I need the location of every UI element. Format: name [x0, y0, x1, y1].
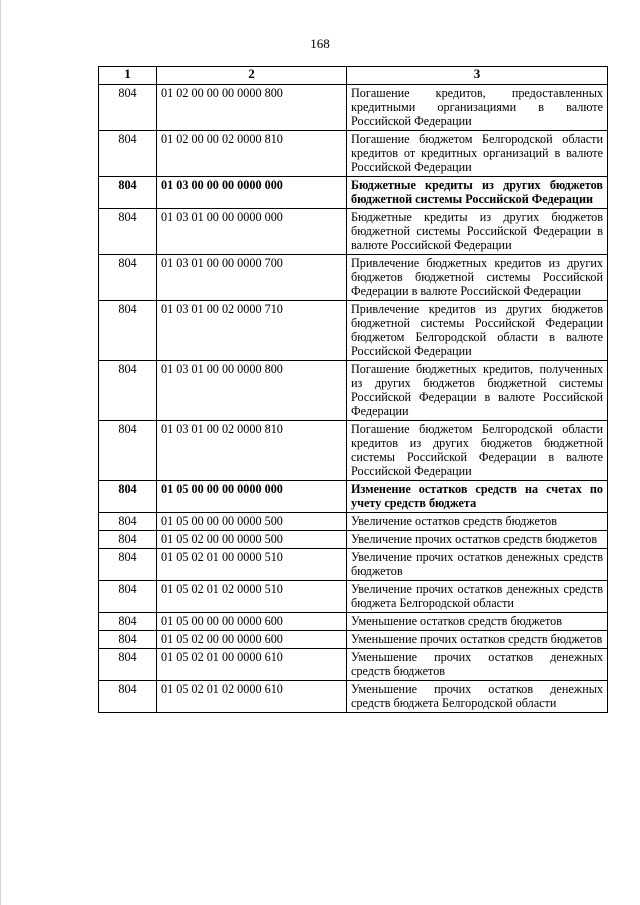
admin-code-cell: 804: [99, 361, 157, 421]
admin-code-cell: 804: [99, 85, 157, 131]
admin-code-cell: 804: [99, 631, 157, 649]
description-cell: Увеличение остатков средств бюджетов: [347, 513, 608, 531]
budget-code-cell: 01 03 01 00 02 0000 810: [157, 421, 347, 481]
budget-code-cell: 01 05 02 01 00 0000 510: [157, 549, 347, 581]
budget-code-cell: 01 05 00 00 00 0000 500: [157, 513, 347, 531]
table-row: [99, 301, 608, 361]
table-row: [99, 481, 608, 513]
table-row: [99, 209, 608, 255]
budget-classification-table: [98, 66, 608, 713]
budget-code-cell: 01 03 01 00 00 0000 800: [157, 361, 347, 421]
table-row: [99, 613, 608, 631]
budget-code-cell: 01 05 02 00 00 0000 600: [157, 631, 347, 649]
admin-code-cell: 804: [99, 131, 157, 177]
budget-code-cell: 01 03 01 00 00 0000 700: [157, 255, 347, 301]
description-cell: Погашение бюджетом Белгородской области кредитов от кредитных организаций в валюте Российской Федерации: [347, 131, 608, 177]
admin-code-cell: 804: [99, 531, 157, 549]
table-row: [99, 85, 608, 131]
description-cell: Бюджетные кредиты из других бюджетов бюджетной системы Российской Федерации в валюте Российской Федерации: [347, 209, 608, 255]
budget-code-cell: 01 05 00 00 00 0000 000: [157, 481, 347, 513]
table-row: [99, 649, 608, 681]
description-cell: Погашение кредитов, предоставленных кредитными организациями в валюте Российской Федерации: [347, 85, 608, 131]
admin-code-cell: 804: [99, 681, 157, 713]
table-row: [99, 513, 608, 531]
admin-code-cell: 804: [99, 513, 157, 531]
budget-code-cell: 01 05 02 00 00 0000 500: [157, 531, 347, 549]
column-header-code: 2: [157, 67, 347, 85]
description-cell: Уменьшение прочих остатков денежных средств бюджета Белгородской области: [347, 681, 608, 713]
table-row: [99, 421, 608, 481]
table-header-row: [99, 67, 608, 85]
admin-code-cell: 804: [99, 301, 157, 361]
admin-code-cell: 804: [99, 549, 157, 581]
description-cell: Привлечение бюджетных кредитов из других бюджетов бюджетной системы Российской Федерации в валюте Российской Федерации: [347, 255, 608, 301]
budget-code-cell: 01 05 02 01 00 0000 610: [157, 649, 347, 681]
admin-code-cell: 804: [99, 177, 157, 209]
description-cell: Погашение бюджетных кредитов, полученных из других бюджетов бюджетной системы Российской Федерации в валюте Российской Федерации: [347, 361, 608, 421]
budget-code-cell: 01 03 00 00 00 0000 000: [157, 177, 347, 209]
budget-code-cell: 01 05 02 01 02 0000 610: [157, 681, 347, 713]
table-row: [99, 177, 608, 209]
description-cell: Погашение бюджетом Белгородской области кредитов из других бюджетов бюджетной системы Российской Федерации в валюте Российской Федерации: [347, 421, 608, 481]
table-row: [99, 549, 608, 581]
description-cell: Изменение остатков средств на счетах по учету средств бюджета: [347, 481, 608, 513]
admin-code-cell: 804: [99, 581, 157, 613]
description-cell: Уменьшение прочих остатков денежных средств бюджетов: [347, 649, 608, 681]
budget-code-cell: 01 05 02 01 02 0000 510: [157, 581, 347, 613]
table-row: [99, 131, 608, 177]
column-header-description: 3: [347, 67, 608, 85]
table-row: [99, 531, 608, 549]
budget-code-cell: 01 02 00 00 02 0000 810: [157, 131, 347, 177]
description-cell: Увеличение прочих остатков средств бюджетов: [347, 531, 608, 549]
column-header-admin: 1: [99, 67, 157, 85]
budget-code-cell: 01 03 01 00 02 0000 710: [157, 301, 347, 361]
page-edge-line: [0, 0, 1, 905]
admin-code-cell: 804: [99, 481, 157, 513]
page-number: 168: [310, 36, 330, 51]
admin-code-cell: 804: [99, 255, 157, 301]
description-cell: Увеличение прочих остатков денежных средств бюджетов: [347, 549, 608, 581]
budget-code-cell: 01 05 00 00 00 0000 600: [157, 613, 347, 631]
table-row: [99, 681, 608, 713]
budget-code-cell: 01 03 01 00 00 0000 000: [157, 209, 347, 255]
description-cell: Привлечение кредитов из других бюджетов бюджетной системы Российской Федерации бюджетом Белгородской области в валюте Российской Федерации: [347, 301, 608, 361]
description-cell: Бюджетные кредиты из других бюджетов бюджетной системы Российской Федерации: [347, 177, 608, 209]
table-row: [99, 255, 608, 301]
admin-code-cell: 804: [99, 613, 157, 631]
budget-code-cell: 01 02 00 00 00 0000 800: [157, 85, 347, 131]
description-cell: Уменьшение остатков средств бюджетов: [347, 613, 608, 631]
table-row: [99, 361, 608, 421]
description-cell: Уменьшение прочих остатков средств бюджетов: [347, 631, 608, 649]
admin-code-cell: 804: [99, 421, 157, 481]
description-cell: Увеличение прочих остатков денежных средств бюджета Белгородской области: [347, 581, 608, 613]
table-row: [99, 581, 608, 613]
admin-code-cell: 804: [99, 649, 157, 681]
admin-code-cell: 804: [99, 209, 157, 255]
table-row: [99, 631, 608, 649]
